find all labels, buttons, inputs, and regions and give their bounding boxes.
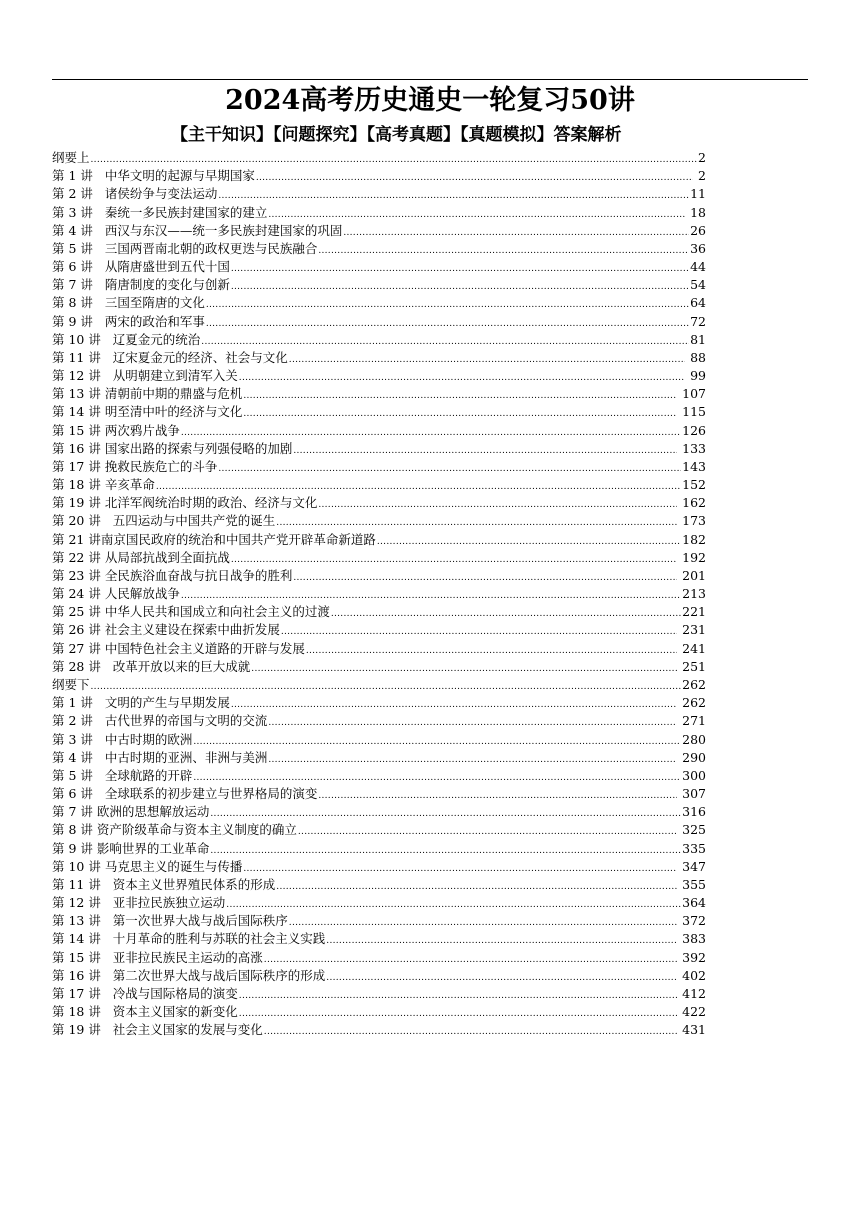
toc-entry-label: 第 12 讲 从明朝建立到清军入关 xyxy=(52,368,238,384)
toc-entry-label: 第 19 讲 北洋军阀统治时期的政治、经济与文化 xyxy=(52,495,318,511)
toc-leader-dots xyxy=(276,878,677,896)
toc-leader-dots xyxy=(226,896,681,914)
toc-entry-label: 第 9 讲 两宋的政治和军事 xyxy=(52,313,205,329)
toc-entry-label: 第 12 讲 亚非拉民族独立运动 xyxy=(52,895,226,911)
toc-entry-label: 第 16 讲 第二次世界大战与战后国际秩序的形成 xyxy=(52,967,326,983)
toc-entry-label: 第 3 讲 秦统一多民族封建国家的建立 xyxy=(52,204,268,220)
toc-entry[interactable] xyxy=(52,930,706,948)
toc-entry[interactable] xyxy=(52,585,706,603)
toc-entry[interactable] xyxy=(52,985,706,1003)
toc-entry[interactable] xyxy=(52,367,706,385)
toc-entry-page: 364 xyxy=(682,895,706,911)
toc-entry[interactable] xyxy=(52,731,706,749)
toc-entry-page: 307 xyxy=(678,786,706,802)
toc-entry-label: 第 24 讲 人民解放战争 xyxy=(52,586,180,602)
toc-leader-dots xyxy=(218,460,681,478)
toc-entry-label: 第 11 讲 辽宋夏金元的经济、社会与文化 xyxy=(52,349,288,365)
toc-entry-page: 11 xyxy=(690,186,706,202)
toc-entry-page: 251 xyxy=(678,658,706,674)
toc-entry-label: 第 18 讲 资本主义国家的新变化 xyxy=(52,1004,238,1020)
toc-leader-dots xyxy=(218,187,689,205)
toc-entry-label: 纲要上 xyxy=(52,150,90,165)
toc-entry[interactable] xyxy=(52,185,706,203)
toc-entry-label: 第 28 讲 改革开放以来的巨大成就 xyxy=(52,658,251,674)
toc-entry-page: 64 xyxy=(690,295,706,311)
toc-entry-page: 355 xyxy=(678,876,706,892)
toc-entry-page: 316 xyxy=(682,804,706,820)
toc-entry-label: 第 1 讲 中华文明的起源与早期国家 xyxy=(52,168,255,184)
toc-entry[interactable] xyxy=(52,331,706,349)
toc-entry-page: 213 xyxy=(682,586,706,602)
toc-entry[interactable] xyxy=(52,621,706,639)
toc-entry-page: 325 xyxy=(678,822,706,838)
toc-leader-dots xyxy=(268,714,677,732)
toc-entry[interactable] xyxy=(52,458,706,476)
toc-entry[interactable] xyxy=(52,440,706,458)
toc-leader-dots xyxy=(326,969,677,987)
toc-entry[interactable] xyxy=(52,258,706,276)
toc-leader-dots xyxy=(243,405,677,423)
toc-entry-label: 第 21 讲南京国民政府的统治和中国共产党开辟革命新道路 xyxy=(52,531,376,547)
toc-entry-label: 第 6 讲 全球联系的初步建立与世界格局的演变 xyxy=(52,786,318,802)
toc-leader-dots xyxy=(306,642,677,660)
toc-entry[interactable] xyxy=(52,167,706,185)
toc-entry-label: 第 19 讲 社会主义国家的发展与变化 xyxy=(52,1022,263,1038)
toc-entry[interactable] xyxy=(52,422,706,440)
toc-entry-page: 392 xyxy=(678,949,706,965)
toc-leader-dots xyxy=(231,260,689,278)
toc-entry-page: 72 xyxy=(690,313,706,329)
toc-entry-page: 372 xyxy=(678,913,706,929)
toc-entry-label: 第 9 讲 影响世界的工业革命 xyxy=(52,840,210,856)
toc-entry-page: 402 xyxy=(678,967,706,983)
toc-entry[interactable] xyxy=(52,803,706,821)
toc-leader-dots xyxy=(264,1023,677,1041)
toc-leader-dots xyxy=(281,623,677,641)
toc-entry-label: 第 5 讲 全球航路的开辟 xyxy=(52,767,193,783)
toc-entry[interactable] xyxy=(52,694,706,712)
toc-leader-dots xyxy=(256,169,693,187)
toc-entry[interactable] xyxy=(52,531,706,549)
toc-entry[interactable] xyxy=(52,840,706,858)
toc-entry-label: 第 14 讲 明至清中叶的经济与文化 xyxy=(52,404,243,420)
toc-entry-label: 纲要下 xyxy=(52,676,90,692)
table-of-contents xyxy=(52,149,706,1039)
toc-entry[interactable] xyxy=(52,658,706,676)
toc-entry-label: 第 7 讲 隋唐制度的变化与创新 xyxy=(52,277,230,293)
toc-entry-label: 第 8 讲 资产阶级革命与资本主义制度的确立 xyxy=(52,822,297,838)
toc-leader-dots xyxy=(231,551,677,569)
toc-entry[interactable] xyxy=(52,276,706,294)
toc-entry-page: 431 xyxy=(678,1022,706,1038)
toc-leader-dots xyxy=(243,860,677,878)
toc-entry[interactable] xyxy=(52,313,706,331)
toc-entry-page: 290 xyxy=(678,749,706,765)
toc-entry-page: 231 xyxy=(678,622,706,638)
toc-leader-dots xyxy=(206,315,689,333)
toc-entry[interactable] xyxy=(52,476,706,494)
toc-entry-page: 173 xyxy=(678,513,706,529)
toc-entry-page: 262 xyxy=(678,695,706,711)
toc-entry[interactable] xyxy=(52,767,706,785)
toc-entry-label: 第 10 讲 马克思主义的诞生与传播 xyxy=(52,858,243,874)
toc-entry[interactable] xyxy=(52,712,706,730)
toc-leader-dots xyxy=(231,696,677,714)
toc-entry-page: 300 xyxy=(682,767,706,783)
toc-entry[interactable] xyxy=(52,912,706,930)
toc-entry-page: 271 xyxy=(678,713,706,729)
toc-entry-page: 26 xyxy=(690,222,706,238)
toc-entry-label: 第 13 讲 第一次世界大战与战后国际秩序 xyxy=(52,913,288,929)
toc-entry-page: 221 xyxy=(682,604,706,620)
toc-entry-label: 第 27 讲 中国特色社会主义道路的开辟与发展 xyxy=(52,640,305,656)
toc-entry-label: 第 22 讲 从局部抗战到全面抗战 xyxy=(52,549,230,565)
toc-entry[interactable] xyxy=(52,967,706,985)
toc-entry-page: 143 xyxy=(682,458,706,474)
toc-entry-label: 第 23 讲 全民族浴血奋战与抗日战争的胜利 xyxy=(52,567,293,583)
toc-entry-page: 383 xyxy=(678,931,706,947)
toc-entry[interactable] xyxy=(52,676,706,694)
toc-entry[interactable] xyxy=(52,204,706,222)
toc-entry[interactable] xyxy=(52,785,706,803)
toc-leader-dots xyxy=(326,932,677,950)
toc-entry[interactable] xyxy=(52,403,706,421)
toc-entry-label: 第 15 讲 两次鸦片战争 xyxy=(52,422,180,438)
toc-leader-dots xyxy=(231,278,689,296)
toc-entry-label: 第 4 讲 西汉与东汉——统一多民族封建国家的巩固 xyxy=(52,222,343,238)
toc-entry[interactable] xyxy=(52,603,706,621)
toc-entry-label: 第 1 讲 文明的产生与早期发展 xyxy=(52,695,230,711)
toc-entry-label: 第 26 讲 社会主义建设在探索中曲折发展 xyxy=(52,622,280,638)
toc-entry-page: 126 xyxy=(682,422,706,438)
toc-leader-dots xyxy=(251,660,677,678)
toc-entry-label: 第 18 讲 辛亥革命 xyxy=(52,477,155,493)
toc-entry-page: 280 xyxy=(682,731,706,747)
toc-entry[interactable] xyxy=(52,749,706,767)
toc-entry-label: 第 6 讲 从隋唐盛世到五代十国 xyxy=(52,259,230,275)
toc-entry-page: 152 xyxy=(682,477,706,493)
toc-leader-dots xyxy=(206,296,689,314)
toc-entry[interactable] xyxy=(52,222,706,240)
toc-leader-dots xyxy=(318,496,677,514)
toc-entry-page: 192 xyxy=(678,549,706,565)
toc-entry-page: 44 xyxy=(690,259,706,275)
document-subtitle: 【主干知识】【问题探究】【高考真题】【真题模拟】答案解析 xyxy=(171,125,622,145)
toc-entry-page: 36 xyxy=(690,240,706,256)
toc-entry[interactable] xyxy=(52,349,706,367)
toc-leader-dots xyxy=(268,751,677,769)
toc-entry-label: 第 11 讲 资本主义世界殖民体系的形成 xyxy=(52,876,276,892)
toc-entry-page: 241 xyxy=(678,640,706,656)
toc-entry[interactable] xyxy=(52,949,706,967)
toc-entry-page: 99 xyxy=(686,368,706,384)
toc-leader-dots xyxy=(289,351,685,369)
toc-leader-dots xyxy=(239,987,677,1005)
toc-leader-dots xyxy=(377,533,681,551)
toc-entry-page: 18 xyxy=(686,204,706,220)
toc-entry-page: 162 xyxy=(678,495,706,511)
toc-leader-dots xyxy=(298,823,677,841)
toc-entry[interactable] xyxy=(52,567,706,585)
toc-entry-page: 88 xyxy=(686,349,706,365)
toc-entry-page: 54 xyxy=(690,277,706,293)
toc-entry-label: 第 10 讲 辽夏金元的统治 xyxy=(52,331,201,347)
toc-entry[interactable] xyxy=(52,821,706,839)
toc-entry-page: 422 xyxy=(678,1004,706,1020)
toc-entry-page: 133 xyxy=(678,440,706,456)
toc-entry-page: 262 xyxy=(682,676,706,692)
toc-leader-dots xyxy=(318,787,677,805)
toc-entry[interactable] xyxy=(52,1021,706,1039)
toc-entry-page: 182 xyxy=(682,531,706,547)
toc-leader-dots xyxy=(318,242,689,260)
toc-entry[interactable] xyxy=(52,858,706,876)
toc-entry-label: 第 20 讲 五四运动与中国共产党的诞生 xyxy=(52,513,276,529)
toc-entry-label: 第 15 讲 亚非拉民族民主运动的高涨 xyxy=(52,949,263,965)
toc-entry[interactable] xyxy=(52,1003,706,1021)
toc-entry-label: 第 14 讲 十月革命的胜利与苏联的社会主义实践 xyxy=(52,931,326,947)
toc-entry[interactable] xyxy=(52,549,706,567)
toc-entry-label: 第 13 讲 清朝前中期的鼎盛与危机 xyxy=(52,386,243,402)
toc-entry[interactable] xyxy=(52,640,706,658)
toc-entry-label: 第 2 讲 诸侯纷争与变法运动 xyxy=(52,186,218,202)
toc-leader-dots xyxy=(331,605,681,623)
toc-entry-page: 81 xyxy=(690,331,706,347)
toc-entry-label: 第 17 讲 冷战与国际格局的演变 xyxy=(52,985,238,1001)
toc-entry-label: 第 4 讲 中古时期的亚洲、非洲与美洲 xyxy=(52,749,268,765)
toc-entry-page: 412 xyxy=(678,985,706,1001)
toc-leader-dots xyxy=(243,387,677,405)
toc-entry[interactable] xyxy=(52,385,706,403)
toc-entry-page: 2 xyxy=(694,168,706,184)
toc-entry-label: 第 7 讲 欧洲的思想解放运动 xyxy=(52,804,210,820)
toc-leader-dots xyxy=(239,369,685,387)
toc-entry-label: 第 3 讲 中古时期的欧洲 xyxy=(52,731,193,747)
toc-entry[interactable] xyxy=(52,894,706,912)
toc-entry-page: 2 xyxy=(698,150,706,165)
toc-entry-page: 335 xyxy=(682,840,706,856)
toc-entry-label: 第 8 讲 三国至隋唐的文化 xyxy=(52,295,205,311)
header-rule xyxy=(52,79,808,80)
toc-entry[interactable] xyxy=(52,294,706,312)
toc-entry-page: 347 xyxy=(678,858,706,874)
toc-leader-dots xyxy=(293,569,677,587)
toc-entry[interactable] xyxy=(52,512,706,530)
toc-entry-label: 第 25 讲 中华人民共和国成立和向社会主义的过渡 xyxy=(52,604,330,620)
toc-entry-label: 第 5 讲 三国两晋南北朝的政权更迭与民族融合 xyxy=(52,240,318,256)
toc-entry-page: 107 xyxy=(678,386,706,402)
toc-leader-dots xyxy=(293,442,677,460)
toc-leader-dots xyxy=(210,842,681,860)
toc-leader-dots xyxy=(343,224,689,242)
toc-entry-page: 201 xyxy=(678,567,706,583)
toc-entry-label: 第 2 讲 古代世界的帝国与文明的交流 xyxy=(52,713,268,729)
toc-entry-label: 第 17 讲 挽救民族危亡的斗争 xyxy=(52,458,218,474)
toc-leader-dots xyxy=(264,951,677,969)
document-title: 2024高考历史通史一轮复习50讲 xyxy=(225,85,635,116)
toc-entry[interactable] xyxy=(52,240,706,258)
toc-leader-dots xyxy=(239,1005,677,1023)
toc-entry-page: 115 xyxy=(678,404,706,420)
toc-entry[interactable] xyxy=(52,149,706,167)
toc-leader-dots xyxy=(289,914,677,932)
toc-entry[interactable] xyxy=(52,876,706,894)
toc-entry-label: 第 16 讲 国家出路的探索与列强侵略的加剧 xyxy=(52,440,293,456)
toc-entry[interactable] xyxy=(52,494,706,512)
